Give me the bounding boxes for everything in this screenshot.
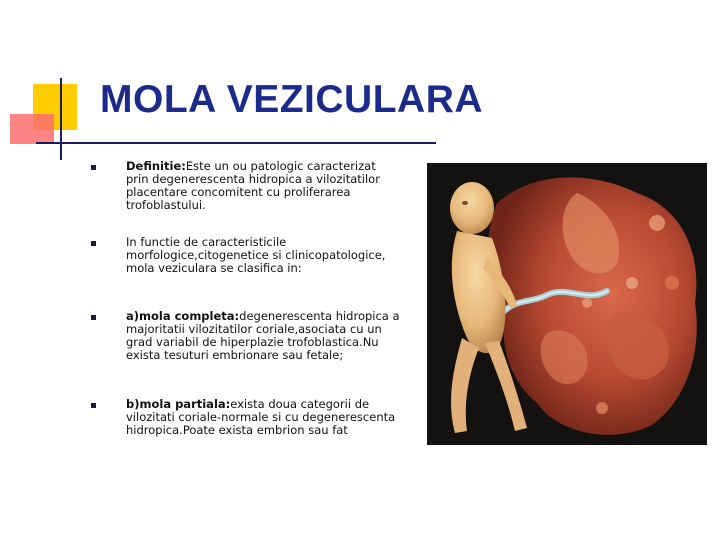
title-underline (36, 142, 436, 144)
bullet-text: degenerescenta hidropica a majoritatii vilozitatilor coriale,asociata cu un grad variabil de hiperplazie trofoblastica.Nu exista tesuturi embrionare sau fetale; (126, 309, 400, 362)
bullet-lead: Definitie: (126, 159, 186, 173)
bullet-marker (91, 165, 96, 170)
bullet-text: exista doua categorii de vilozitati coriale-normale si cu degenerescenta hidropica.Poate exista embrion sau fat (126, 397, 396, 437)
specimen-photo (427, 163, 707, 445)
slide-title: MOLA VEZICULARA (100, 78, 484, 121)
bullet-complete-mole (90, 310, 400, 362)
bullet-text: In functie de caracteristicile morfologice,citogenetice si clinicopatologice, mola veziculara se clasifica in: (126, 235, 386, 275)
bullet-marker (91, 241, 96, 246)
decorative-vertical-line (60, 78, 62, 160)
bullet-marker (91, 315, 96, 320)
bullet-marker (91, 403, 96, 408)
bullet-classification (90, 236, 400, 275)
bullet-text: Este un ou patologic caracterizat prin degenerescenta hidropica a vilozitatilor placentare concomitent cu proliferarea trofoblastului. (126, 159, 380, 212)
bullet-lead: a)mola completa: (126, 309, 240, 323)
decorative-pink-rectangle (10, 114, 54, 144)
specimen-illustration (427, 163, 707, 445)
bullet-definition (90, 160, 400, 212)
bullet-partial-mole (90, 398, 400, 437)
bullet-lead: b)mola partiala: (126, 397, 231, 411)
